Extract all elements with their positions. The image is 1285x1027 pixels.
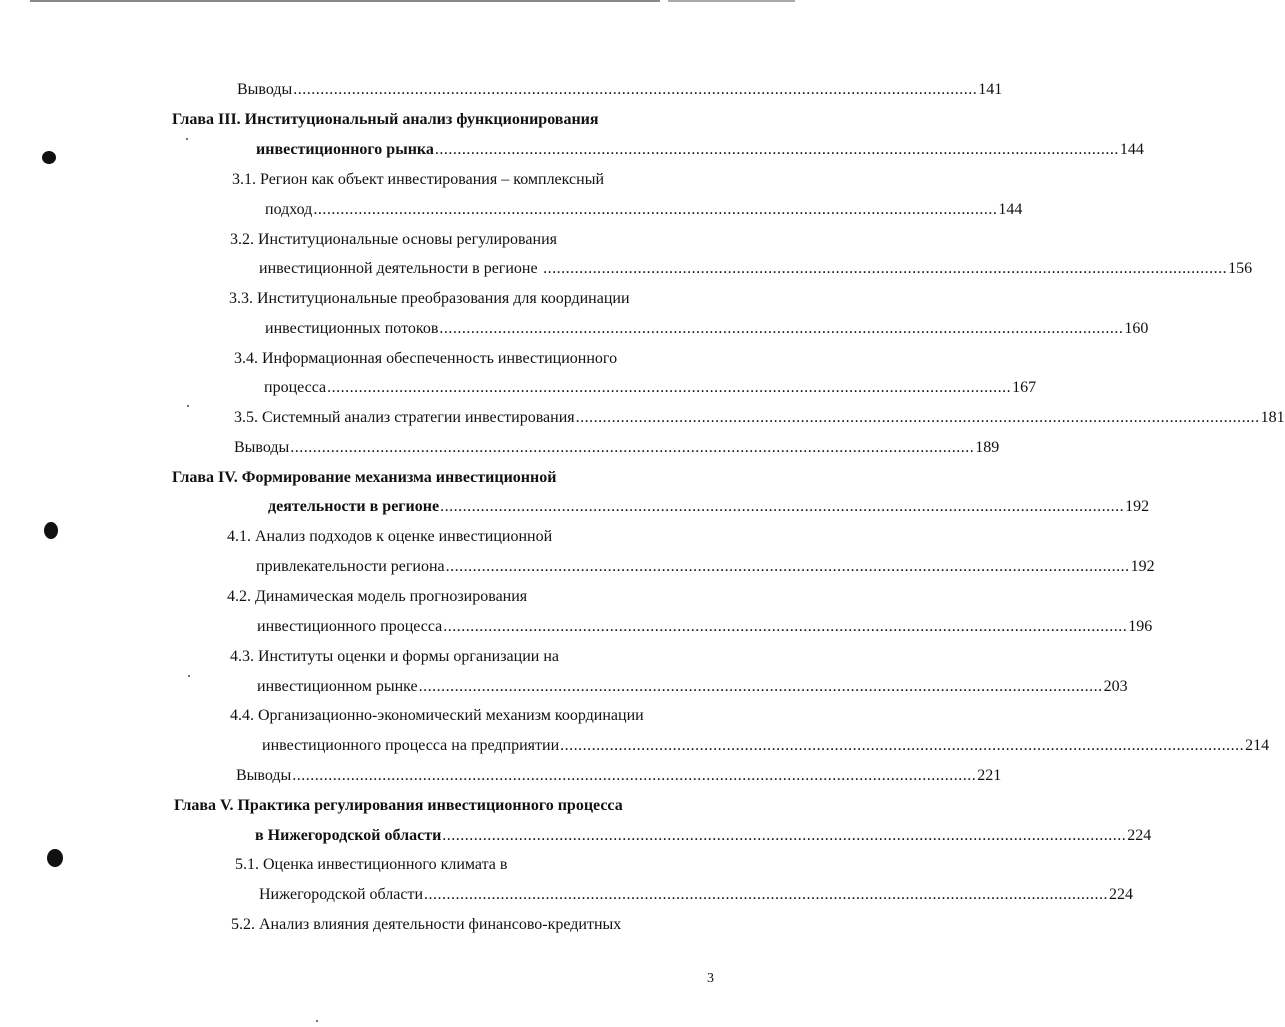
scan-speck xyxy=(188,675,190,677)
toc-entry-title: в Нижегородской области xyxy=(255,827,442,844)
toc-entry-page: 192 xyxy=(1130,558,1155,575)
toc-leader-dots: ........................................................................................................................................................ xyxy=(575,409,1260,426)
toc-entry-title: инвестиционного процесса на предприятии xyxy=(262,737,560,754)
toc-entry-page: 160 xyxy=(1124,320,1149,337)
toc-entry-title: Нижегородской области xyxy=(259,886,424,903)
toc-entry-title: привлекательности региона xyxy=(256,558,445,575)
toc-leader-dots: ........................................................................................................................................................ xyxy=(424,886,1109,903)
toc-entry-title: Выводы xyxy=(236,767,292,784)
toc-section-title: 5.2. Анализ влияния деятельности финансово-кредитных xyxy=(231,916,622,933)
binder-hole-mark xyxy=(42,151,56,164)
toc-entry-title: инвестиционного рынка xyxy=(256,141,434,158)
toc-section-title: 4.1. Анализ подходов к оценке инвестиционной xyxy=(227,528,553,545)
toc-entry xyxy=(234,408,1285,428)
toc-leader-dots: ........................................................................................................................................................ xyxy=(442,827,1127,844)
toc-section-title: 4.2. Динамическая модель прогнозирования xyxy=(227,588,528,605)
toc-entry-page: 203 xyxy=(1103,678,1128,695)
scan-edge-line xyxy=(668,0,795,2)
toc-leader-dots: ........................................................................................................................................................ xyxy=(538,260,1228,277)
toc-chapter-title: Глава V. Практика регулирования инвестиционного процесса xyxy=(174,797,623,814)
toc-chapter-title: Глава III. Институциональный анализ функционирования xyxy=(172,111,599,128)
toc-leader-dots: ........................................................................................................................................................ xyxy=(434,141,1119,158)
toc-entry-page: 196 xyxy=(1128,618,1153,635)
toc-entry-page: 224 xyxy=(1127,827,1152,844)
toc-leader-dots: ........................................................................................................................................................ xyxy=(443,618,1128,635)
toc-entry-page: 214 xyxy=(1245,737,1270,754)
toc-entry xyxy=(257,617,1153,637)
toc-entry xyxy=(255,826,1152,846)
toc-entry-title: Выводы xyxy=(234,439,290,456)
toc-leader-dots: ........................................................................................................................................................ xyxy=(445,558,1130,575)
toc-section-title: 3.3. Институциональные преобразования для координации xyxy=(229,290,630,307)
toc-section-title: 3.4. Информационная обеспеченность инвестиционного xyxy=(234,350,618,367)
binder-hole-mark xyxy=(47,849,63,867)
toc-entry xyxy=(259,885,1134,905)
scan-edge-line xyxy=(30,0,660,2)
toc-entry-page: 224 xyxy=(1109,886,1134,903)
page-number: 3 xyxy=(707,971,714,986)
toc-leader-dots: ........................................................................................................................................................ xyxy=(313,201,998,218)
scan-speck xyxy=(187,405,189,407)
toc-entry-title: инвестиционном рынке xyxy=(257,678,418,695)
toc-leader-dots: ........................................................................................................................................................ xyxy=(293,81,978,98)
toc-leader-dots: ........................................................................................................................................................ xyxy=(292,767,977,784)
toc-entry-page: 144 xyxy=(998,201,1023,218)
toc-entry xyxy=(262,736,1270,756)
toc-entry-page: 156 xyxy=(1228,260,1253,277)
toc-section-title: 3.2. Институциональные основы регулирования xyxy=(230,231,557,248)
toc-entry xyxy=(256,557,1155,577)
toc-entry-page: 192 xyxy=(1125,498,1150,515)
toc-entry-page: 141 xyxy=(978,81,1003,98)
binder-hole-mark xyxy=(44,522,58,539)
toc-entry-title: инвестиционных потоков xyxy=(265,320,439,337)
toc-entry xyxy=(268,497,1150,517)
scan-speck xyxy=(316,1020,318,1022)
toc-entry-page: 189 xyxy=(975,439,1000,456)
scan-speck xyxy=(186,138,188,140)
toc-entry xyxy=(265,200,1023,220)
toc-entry-title: Выводы xyxy=(237,81,293,98)
toc-entry-page: 181 xyxy=(1260,409,1285,426)
toc-section-title: 5.1. Оценка инвестиционного климата в xyxy=(235,856,508,873)
toc-entry xyxy=(256,140,1144,160)
toc-entry-title: подход xyxy=(265,201,313,218)
toc-leader-dots: ........................................................................................................................................................ xyxy=(418,678,1103,695)
toc-entry xyxy=(265,319,1149,339)
toc-entry xyxy=(264,378,1037,398)
toc-leader-dots: ........................................................................................................................................................ xyxy=(327,379,1012,396)
toc-section-title: 3.1. Регион как объект инвестирования – комплексный xyxy=(232,171,605,188)
toc-section-title: 4.4. Организационно-экономический механизм координации xyxy=(230,707,644,724)
toc-chapter-title: Глава IV. Формирование механизма инвестиционной xyxy=(172,469,557,486)
toc-entry-title: деятельности в регионе xyxy=(268,498,440,515)
toc-entry xyxy=(236,766,1002,786)
toc-entry-title: процесса xyxy=(264,379,327,396)
toc-entry xyxy=(257,677,1128,697)
toc-entry-title: 3.5. Системный анализ стратегии инвестирования xyxy=(234,409,575,426)
toc-entry-title: инвестиционной деятельности в регионе xyxy=(259,260,538,277)
toc-entry-title: инвестиционного процесса xyxy=(257,618,443,635)
toc-entry-page: 221 xyxy=(977,767,1002,784)
toc-section-title: 4.3. Институты оценки и формы организации на xyxy=(230,648,559,665)
toc-leader-dots: ........................................................................................................................................................ xyxy=(560,737,1245,754)
toc-leader-dots: ........................................................................................................................................................ xyxy=(440,498,1125,515)
toc-entry xyxy=(234,438,1000,458)
toc-entry xyxy=(259,259,1253,279)
toc-leader-dots: ........................................................................................................................................................ xyxy=(290,439,975,456)
toc-leader-dots: ........................................................................................................................................................ xyxy=(439,320,1124,337)
toc-entry xyxy=(237,80,1003,100)
toc-entry-page: 167 xyxy=(1012,379,1037,396)
toc-entry-page: 144 xyxy=(1119,141,1144,158)
